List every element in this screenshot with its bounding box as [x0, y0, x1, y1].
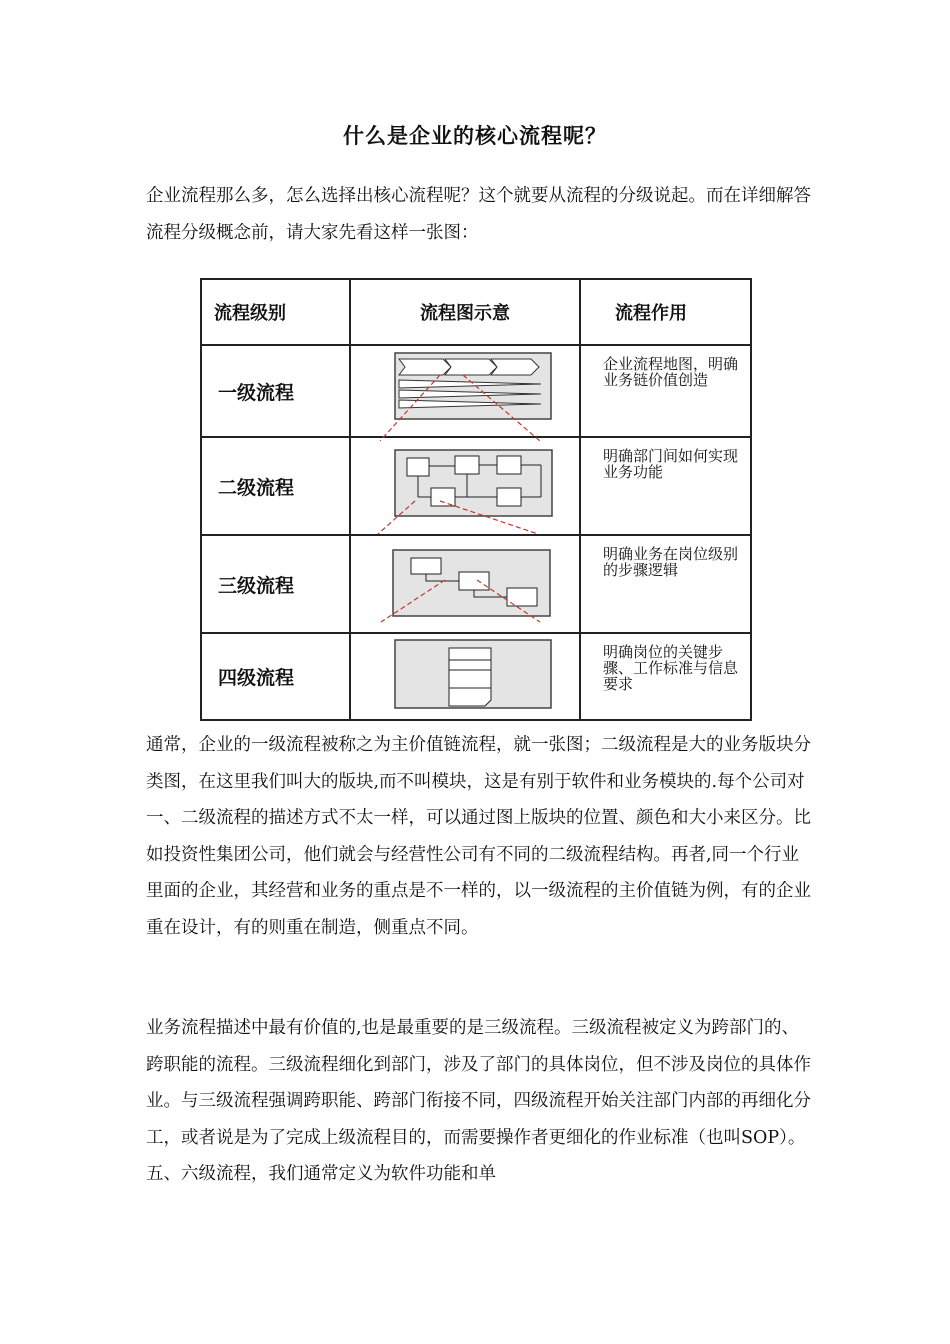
- body-paragraph: [146, 1010, 816, 1193]
- level1-diagram: [350, 345, 580, 437]
- header-diagram: 流程图示意: [350, 279, 580, 345]
- table-row: [201, 535, 751, 633]
- page-title: 什么是企业的核心流程呢？: [343, 124, 607, 148]
- paragraph-text: 业务流程描述中最有价值的,也是最重要的是三级流程。三级流程被定义为跨部门的、跨职能的流程。三级流程细化到部门，涉及了部门的具体岗位，但不涉及岗位的具体作业。与三级流程强调跨职能、跨部门衔接不同，四级流程开始关注部门内部的再细化分工，或者说是为了完成上级流程目的，而需要操作者更细化的作业标准（也叫SOP）。五、六级流程，我们通常定义为软件功能和单: [146, 1018, 811, 1184]
- cross-function-diagram: [351, 536, 579, 628]
- table-header-row: [201, 279, 751, 345]
- level-label: 三级流程: [201, 535, 350, 633]
- level-label: 二级流程: [201, 437, 350, 535]
- table-row: [201, 633, 751, 720]
- value-chain-diagram: [351, 346, 579, 432]
- document-diagram: [351, 634, 579, 715]
- department-flow-diagram: [351, 438, 579, 530]
- level-use: 明确岗位的关键步骤、工作标准与信息要求: [580, 633, 751, 720]
- header-use: 流程作用: [580, 279, 751, 345]
- table-row: [201, 345, 751, 437]
- body-paragraph: [146, 727, 816, 946]
- level3-diagram: [350, 535, 580, 633]
- process-level-table: [200, 278, 752, 721]
- level-label: 四级流程: [201, 633, 350, 720]
- level-use: 企业流程地图，明确业务链价值创造: [580, 345, 751, 437]
- level-use: 明确部门间如何实现业务功能: [580, 437, 751, 535]
- level-label: 一级流程: [201, 345, 350, 437]
- table-row: [201, 437, 751, 535]
- header-level: 流程级别: [201, 279, 350, 345]
- level-use: 明确业务在岗位级别的步骤逻辑: [580, 535, 751, 633]
- level2-diagram: [350, 437, 580, 535]
- level4-diagram: [350, 633, 580, 720]
- paragraph-text: 通常，企业的一级流程被称之为主价值链流程，就一张图；二级流程是大的业务版块分类图，在这里我们叫大的版块,而不叫模块，这是有别于软件和业务模块的.每个公司对一、二级流程的描述方式不太一样，可以通过图上版块的位置、颜色和大小来区分。比如投资性集团公司，他们就会与经营性公司有不同的二级流程结构。再者,同一个行业里面的企业，其经营和业务的重点是不一样的，以一级流程的主价值链为例，有的企业重在设计，有的则重在制造，侧重点不同。: [146, 735, 811, 938]
- paragraph-text: 企业流程那么多，怎么选择出核心流程呢？这个就要从流程的分级说起。而在详细解答流程分级概念前，请大家先看这样一张图：: [146, 186, 811, 243]
- intro-paragraph: [146, 178, 816, 251]
